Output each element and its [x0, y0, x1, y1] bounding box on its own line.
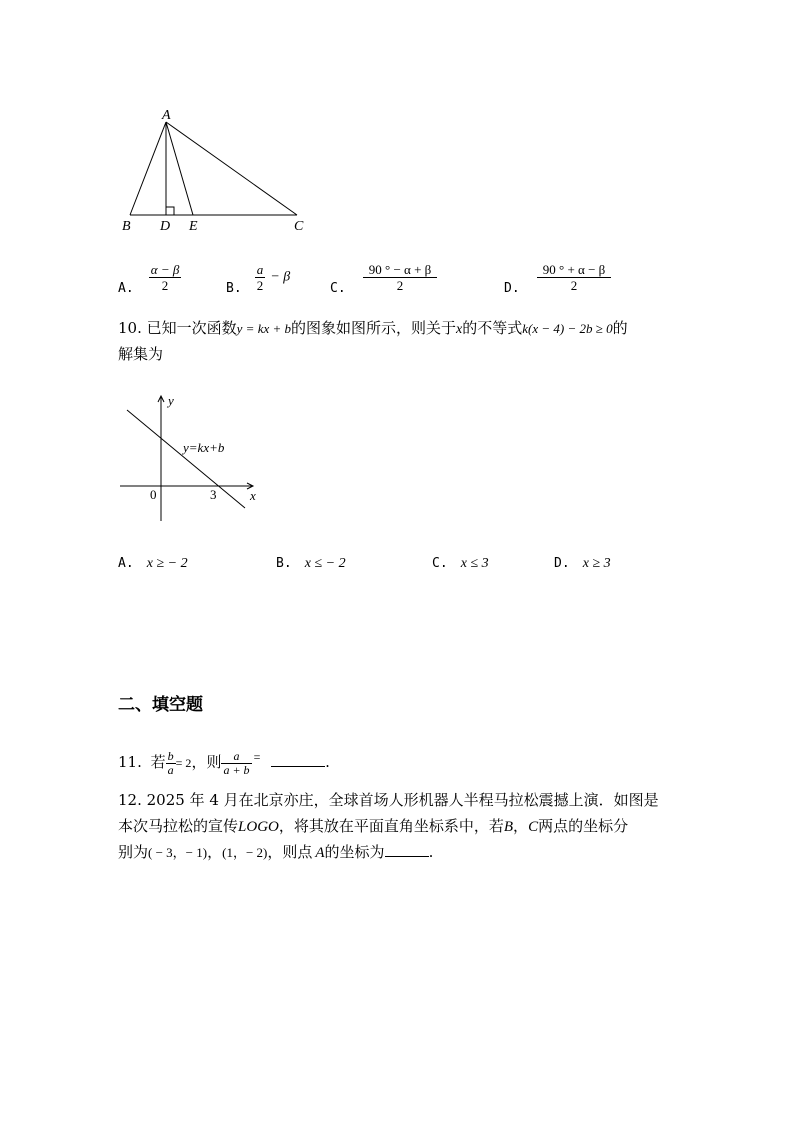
numerator: b: [167, 748, 174, 763]
equals-sign: =: [253, 750, 261, 764]
inequality-expression: k(x − 4) − 2b ≥ 0: [522, 321, 613, 336]
point-a: A: [315, 845, 325, 861]
stem-text: ，则: [191, 753, 222, 771]
coordinate-b: ( − 3，− 1): [148, 845, 208, 860]
segment-ac: [166, 122, 297, 215]
point-b: B: [503, 819, 514, 835]
option-label: D.: [554, 556, 570, 571]
q9-option-c[interactable]: [330, 262, 437, 296]
section-heading: 二、填空题: [118, 695, 203, 715]
denominator: 2: [161, 278, 169, 293]
triangle-figure: [110, 100, 330, 240]
option-label: A.: [118, 556, 134, 571]
q12-line2: [118, 814, 628, 839]
stem-text: 12. 2025 年 4 月在北京亦庄，全球首场人形机器人半程马拉松震撼上演．如图是: [118, 791, 659, 809]
fraction: [149, 262, 182, 293]
x-axis-label: x: [250, 488, 256, 503]
option-value: x ≥ 3: [582, 556, 611, 571]
label-e: E: [189, 219, 198, 234]
option-label: D.: [504, 281, 520, 296]
y-axis-label: y: [168, 393, 174, 408]
x-intercept-label: 3: [210, 487, 217, 502]
stem-text: 若: [150, 753, 166, 771]
denominator: 2: [570, 278, 578, 293]
fraction: [255, 262, 266, 293]
denominator: a + b: [223, 762, 250, 777]
option-suffix: − β: [270, 269, 291, 285]
linear-function-graph: [115, 388, 265, 528]
segment-ab: [130, 122, 166, 215]
q10-stem-line1: [118, 316, 628, 342]
numerator: α − β: [150, 262, 180, 277]
fraction-a-over-a-plus-b: [221, 750, 251, 777]
denominator: 2: [396, 278, 404, 293]
q10-option-d[interactable]: [554, 552, 611, 572]
answer-blank[interactable]: [385, 856, 429, 857]
segment-ae: [166, 122, 193, 215]
q9-option-a[interactable]: [118, 262, 181, 296]
label-c: C: [294, 219, 304, 234]
answer-blank[interactable]: [271, 766, 325, 767]
question-number: 10.: [118, 319, 142, 337]
denominator: 2: [256, 278, 264, 293]
right-angle-mark: [166, 207, 174, 215]
label-a: A: [162, 108, 171, 123]
equals-value: = 2: [175, 756, 192, 770]
variable-x: x: [456, 322, 463, 337]
option-value: x ≤ − 2: [304, 556, 346, 571]
option-label: C.: [432, 556, 448, 571]
q12-line1: [118, 788, 659, 812]
comma: ，: [207, 843, 223, 861]
option-value: x ≤ 3: [460, 556, 489, 571]
stem-text: 解集为: [118, 345, 164, 363]
comma: ，: [513, 817, 529, 835]
q10-option-b[interactable]: [276, 552, 346, 572]
stem-text: ，将其放在平面直角坐标系中，若: [278, 817, 504, 835]
point-c: C: [528, 819, 539, 835]
numerator: 90 ° − α + β: [363, 262, 438, 278]
function-line: [127, 410, 245, 508]
numerator: 90 ° + α − β: [537, 262, 612, 278]
fraction-b-over-a: [166, 750, 176, 777]
option-label: B.: [276, 556, 292, 571]
stem-text: ，则点: [267, 843, 313, 861]
stem-text: 的坐标为: [324, 843, 385, 861]
coordinate-c: (1，− 2): [222, 845, 268, 860]
option-label: C.: [330, 281, 346, 296]
function-expression: y = kx + b: [236, 321, 292, 336]
origin-label: 0: [150, 487, 157, 502]
question-number: 11.: [118, 753, 142, 771]
stem-text: 已知一次函数: [146, 319, 237, 337]
q10-option-c[interactable]: [432, 552, 489, 572]
q9-option-d[interactable]: [504, 262, 611, 296]
q12-line3: [118, 840, 433, 865]
stem-text: 别为: [118, 843, 149, 861]
stem-text: 的: [612, 319, 628, 337]
period: .: [325, 753, 330, 771]
option-label: A.: [118, 281, 134, 296]
numerator: a: [256, 262, 264, 277]
label-b: B: [122, 219, 131, 234]
option-label: B.: [226, 281, 242, 296]
logo-text: LOGO: [238, 819, 279, 835]
fraction: [363, 262, 438, 293]
stem-text: 的图象如图所示，则关于: [291, 319, 457, 337]
q9-option-b[interactable]: [226, 262, 290, 296]
q11: [118, 745, 330, 777]
label-d: D: [160, 219, 171, 234]
stem-text: 本次马拉松的宣传: [118, 817, 239, 835]
fraction: [537, 262, 612, 293]
period: .: [428, 843, 434, 861]
stem-text: 两点的坐标分: [538, 817, 629, 835]
q10-option-a[interactable]: [118, 552, 188, 572]
denominator: a: [167, 762, 174, 777]
q10-stem-line2: [118, 342, 163, 366]
line-label: y=kx+b: [183, 440, 225, 455]
option-value: x ≥ − 2: [146, 556, 188, 571]
stem-text: 的不等式: [462, 319, 523, 337]
numerator: a: [221, 750, 251, 764]
